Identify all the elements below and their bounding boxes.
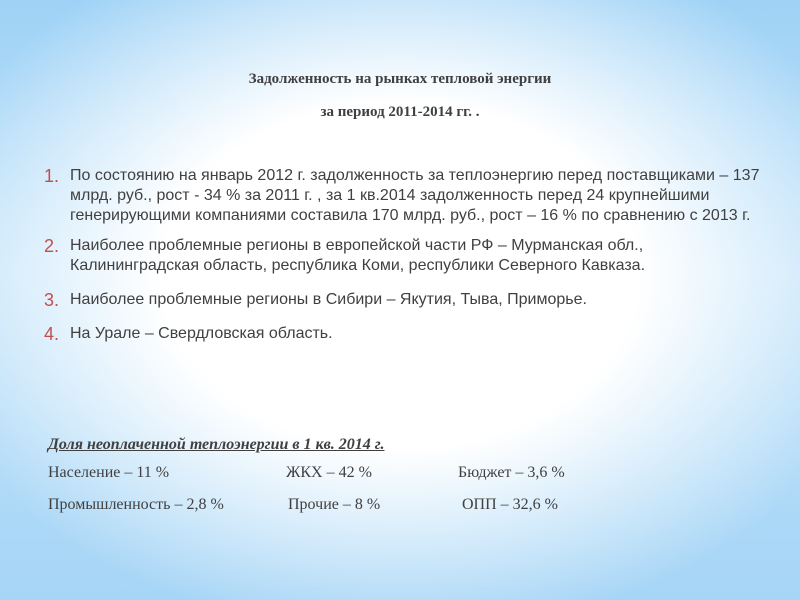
slide-title: Задолженность на рынках тепловой энергии	[248, 71, 552, 87]
list-item-number: 2.	[44, 236, 60, 256]
list-item-number: 4.	[44, 324, 60, 344]
share-opp: ОПП – 32,6 %	[462, 496, 558, 513]
share-population: Население – 11 %	[48, 464, 170, 481]
list-item	[40, 290, 760, 310]
share-row	[48, 464, 768, 488]
list-item-text: По состоянию на январь 2012 г. задолженность за теплоэнергию перед поставщиками – 137 млрд. руб., рост - 34 % за 2011 г. , за 1 кв.2014 задолженность перед 24 крупнейшими генерирующими компаниями составила 170 млрд. руб., рост – 16 % по сравнению с 2013 г.	[70, 167, 760, 224]
unpaid-share-section	[48, 436, 768, 528]
share-industry: Промышленность – 2,8 %	[48, 496, 224, 513]
share-budget: Бюджет – 3,6 %	[458, 464, 565, 481]
list-item-text: Наиболее проблемные регионы в Сибири – Якутия, Тыва, Приморье.	[70, 291, 587, 308]
list-item	[40, 166, 760, 226]
list-item-text: На Урале – Свердловская область.	[70, 325, 333, 342]
list-item-number: 3.	[44, 290, 60, 310]
unpaid-share-title: Доля неоплаченной теплоэнергии в 1 кв. 2014 г.	[48, 436, 385, 453]
list-item-text: Наиболее проблемные регионы в европейской части РФ – Мурманская обл., Калининградская область, республика Коми, республики Северного Кавказа.	[70, 237, 646, 274]
share-other: Прочие – 8 %	[288, 496, 381, 513]
numbered-list	[40, 166, 760, 351]
list-item	[40, 324, 760, 344]
list-item-number: 1.	[44, 166, 60, 186]
share-row	[48, 496, 768, 520]
slide-subtitle: за период 2011-2014 гг. .	[320, 104, 480, 120]
share-housing: ЖКХ – 42 %	[286, 464, 372, 481]
list-item	[40, 236, 760, 276]
